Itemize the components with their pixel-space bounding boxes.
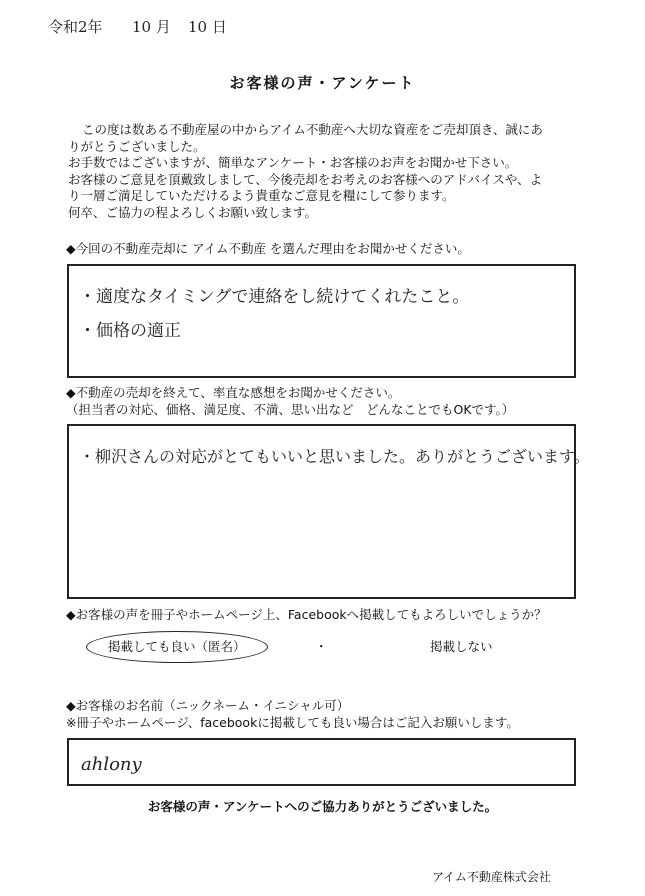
q2-subtext: （担当者の対応、価格、満足度、不満、思い出など どんなことでもOKです。） (66, 402, 515, 417)
intro-line: お客様のご意見を頂戴致しまして、今後売却をお考えのお客様へのアドバイスや、よ (68, 171, 543, 187)
date-month: 10 月 (132, 18, 171, 36)
option-publish-anonymous: 掲載しても良い（匿名） (108, 639, 246, 654)
q4-subtext: ※冊子やホームページ、facebookに掲載しても良い場合はご記入お願いします。 (66, 715, 519, 730)
intro-line: この度は数ある不動産屋の中からアイム不動産へ大切な資産をご売却頂き、誠にあ (82, 122, 543, 137)
q2-answer-box (67, 424, 590, 599)
q4-question: ◆お客様のお名前（ニックネーム・イニシャル可） (66, 698, 350, 713)
q2-answer-text: ・柳沢さんの対応がとてもいいと思いました。ありがとうございます。 (79, 447, 590, 466)
q4-answer-name: ahlony (81, 754, 142, 775)
footer-thanks: お客様の声・アンケートへのご協力ありがとうございました。 (147, 799, 498, 814)
q1-answer-line: ・適度なタイミングで連絡をし続けてくれたこと。 (79, 287, 470, 307)
q2-question: ◆不動産の売却を終えて、率直な感想をお聞かせください。 (66, 385, 401, 400)
q1-question: ◆今回の不動産売却に アイム不動産 を選んだ理由をお聞かせください。 (66, 241, 470, 256)
q1-answer-line: ・価格の適正 (79, 321, 181, 341)
date-day: 10 日 (188, 18, 227, 36)
intro-line: りがとうございました。 (68, 138, 206, 154)
intro-line: お手数ではございますが、簡単なアンケート・お客様のお声をお聞かせ下さい。 (68, 155, 518, 170)
page-title: お客様の声・アンケート (229, 74, 416, 92)
date-era-year: 令和2年 (48, 18, 103, 36)
option-do-not-publish: 掲載しない (430, 639, 493, 654)
intro-line: 何卒、ご協力の程よろしくお願い致します。 (68, 204, 318, 220)
q4-answer-box (67, 738, 576, 786)
intro-paragraph (68, 122, 588, 221)
option-separator: ・ (315, 639, 328, 654)
company-name: アイム不動産株式会社 (432, 870, 551, 884)
q1-answer-box (67, 264, 576, 378)
q3-question: ◆お客様の声を冊子やホームページ上、Facebookへ掲載してもよろしいでしょうか？ (66, 607, 547, 622)
intro-line: り一層ご満足していただけるよう貴重なご意見を糧にして参ります。 (68, 188, 455, 203)
